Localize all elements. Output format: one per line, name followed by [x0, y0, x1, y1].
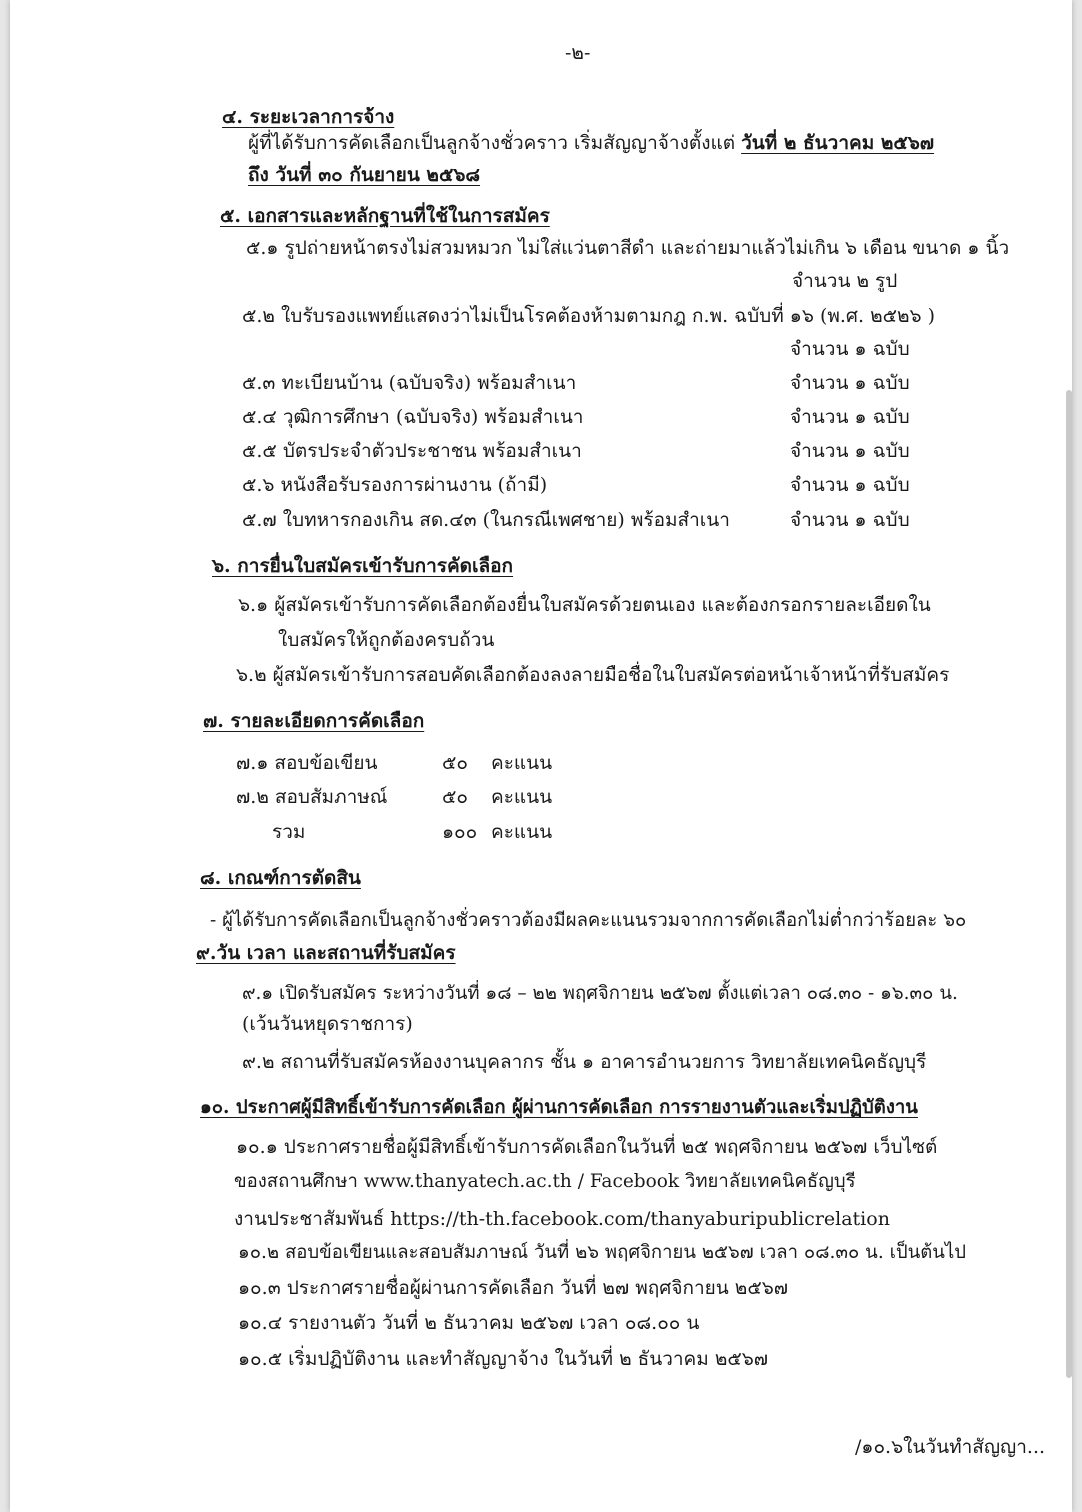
- section-5-item-2: ๕.๒ ใบรับรองแพทย์แสดงว่าไม่เป็นโรคต้องห้ามตามกฎ ก.พ. ฉบับที่ ๑๖ (พ.ศ. ๒๕๒๖ ): [242, 305, 936, 327]
- section-8-heading: ๘. เกณฑ์การตัดสิน: [200, 867, 361, 889]
- section-7-row-1-label: ๗.๑ สอบข้อเขียน: [236, 752, 378, 774]
- section-5-item-2-quantity: จำนวน ๑ ฉบับ: [790, 338, 910, 360]
- section-5-heading: ๕. เอกสารและหลักฐานที่ใช้ในการสมัคร: [220, 205, 550, 227]
- section-7-row-2-label: ๗.๒ สอบสัมภาษณ์: [236, 786, 388, 808]
- section-10-item-1-line-3: งานประชาสัมพันธ์ https://th-th.facebook.com/thanyaburipublicrelation: [234, 1208, 890, 1230]
- section-4-end-date: ถึง วันที่ ๓๐ กันยายน ๒๕๖๘: [248, 164, 481, 186]
- section-10-item-2: ๑๐.๒ สอบข้อเขียนและสอบสัมภาษณ์ วันที่ ๒๖ พฤศจิกายน ๒๕๖๗ เวลา ๐๘.๓๐ น. เป็นต้นไป: [238, 1242, 967, 1263]
- section-9-item-1-line-2: (เว้นวันหยุดราชการ): [242, 1013, 413, 1035]
- section-10-item-1-line-1: ๑๐.๑ ประกาศรายชื่อผู้มีสิทธิ์เข้ารับการคัดเลือกในวันที่ ๒๕ พฤศจิกายน ๒๕๖๗ เว็บไซต์: [236, 1136, 938, 1158]
- section-4-heading: ๔. ระยะเวลาการจ้าง: [222, 106, 395, 128]
- section-10-item-1-line-2: ของสถานศึกษา www.thanyatech.ac.th / Facebook วิทยาลัยเทคนิคธัญบุรี: [234, 1171, 856, 1192]
- section-4-start-date: วันที่ ๒ ธันวาคม ๒๕๖๗: [741, 132, 935, 154]
- section-7-total-score: ๑๐๐: [442, 821, 478, 843]
- section-9-item-2: ๙.๒ สถานที่รับสมัครห้องงานบุคลากร ชั้น ๑ อาคารอำนวยการ วิทยาลัยเทคนิคธัญบุรี: [242, 1051, 927, 1073]
- section-7-row-1-unit: คะแนน: [491, 752, 553, 774]
- document-page: [10, 0, 1072, 1512]
- section-4-text: ผู้ที่ได้รับการคัดเลือกเป็นลูกจ้างชั่วคราว เริ่มสัญญาจ้างตั้งแต่: [248, 132, 736, 154]
- section-7-total-label: รวม: [272, 821, 306, 843]
- section-5-item-3: ๕.๓ ทะเบียนบ้าน (ฉบับจริง) พร้อมสำเนา: [242, 372, 577, 394]
- page-number: -๒-: [565, 42, 591, 64]
- section-7-heading: ๗. รายละเอียดการคัดเลือก: [203, 710, 425, 732]
- section-5-item-5-quantity: จำนวน ๑ ฉบับ: [790, 440, 910, 462]
- section-9-heading: ๙.วัน เวลา และสถานที่รับสมัคร: [196, 942, 456, 964]
- section-6-item-1-line-1: ๖.๑ ผู้สมัครเข้ารับการคัดเลือกต้องยื่นใบสมัครด้วยตนเอง และต้องกรอกรายละเอียดใน: [238, 594, 931, 616]
- section-7-row-2-score: ๕๐: [442, 786, 468, 808]
- section-5-item-6-quantity: จำนวน ๑ ฉบับ: [790, 474, 910, 496]
- section-6-heading: ๖. การยื่นใบสมัครเข้ารับการคัดเลือก: [212, 555, 514, 577]
- section-10-item-5: ๑๐.๕ เริ่มปฏิบัติงาน และทำสัญญาจ้าง ในวันที่ ๒ ธันวาคม ๒๕๖๗: [238, 1348, 769, 1370]
- scrollbar[interactable]: [1066, 390, 1072, 1378]
- section-5-item-7-quantity: จำนวน ๑ ฉบับ: [790, 509, 910, 531]
- section-6-item-1-line-2: ใบสมัครให้ถูกต้องครบถ้วน: [278, 629, 495, 651]
- section-5-item-4: ๕.๔ วุฒิการศึกษา (ฉบับจริง) พร้อมสำเนา: [242, 406, 584, 428]
- section-9-item-1-line-1: ๙.๑ เปิดรับสมัคร ระหว่างวันที่ ๑๘ – ๒๒ พฤศจิกายน ๒๕๖๗ ตั้งแต่เวลา ๐๘.๓๐ - ๑๖.๓๐ น.: [242, 983, 958, 1004]
- section-6-item-2: ๖.๒ ผู้สมัครเข้ารับการสอบคัดเลือกต้องลงลายมือชื่อในใบสมัครต่อหน้าเจ้าหน้าที่รับสมัคร: [236, 664, 950, 686]
- section-7-row-2-unit: คะแนน: [491, 786, 553, 808]
- section-5-item-7: ๕.๗ ใบทหารกองเกิน สด.๔๓ (ในกรณีเพศชาย) พร้อมสำเนา: [242, 509, 730, 531]
- continuation-text: /๑๐.๖ในวันทำสัญญา...: [855, 1436, 1046, 1458]
- section-5-item-1: ๕.๑ รูปถ่ายหน้าตรงไม่สวมหมวก ไม่ใส่แว่นตาสีดำ และถ่ายมาแล้วไม่เกิน ๖ เดือน ขนาด ๑ นิ้ว: [246, 237, 1010, 259]
- section-5-item-6: ๕.๖ หนังสือรับรองการผ่านงาน (ถ้ามี): [242, 474, 548, 496]
- section-5-item-5: ๕.๕ บัตรประจำตัวประชาชน พร้อมสำเนา: [242, 440, 582, 462]
- section-4-line-1: [248, 130, 934, 156]
- section-5-item-4-quantity: จำนวน ๑ ฉบับ: [790, 406, 910, 428]
- section-8-text: - ผู้ได้รับการคัดเลือกเป็นลูกจ้างชั่วคราวต้องมีผลคะแนนรวมจากการคัดเลือกไม่ต่ำกว่าร้อยละ ๖๐: [210, 910, 967, 931]
- section-10-item-3: ๑๐.๓ ประกาศรายชื่อผู้ผ่านการคัดเลือก วันที่ ๒๗ พฤศจิกายน ๒๕๖๗: [238, 1277, 789, 1299]
- section-10-heading: ๑๐. ประกาศผู้มีสิทธิ์เข้ารับการคัดเลือก ผู้ผ่านการคัดเลือก การรายงานตัวและเริ่มปฏิบัติงาน: [200, 1097, 918, 1118]
- section-7-total-unit: คะแนน: [491, 821, 553, 843]
- section-5-item-3-quantity: จำนวน ๑ ฉบับ: [790, 372, 910, 394]
- section-5-item-1-quantity: จำนวน ๒ รูป: [792, 270, 898, 292]
- section-10-item-4: ๑๐.๔ รายงานตัว วันที่ ๒ ธันวาคม ๒๕๖๗ เวลา ๐๘.๐๐ น: [238, 1312, 700, 1334]
- section-7-row-1-score: ๕๐: [442, 752, 468, 774]
